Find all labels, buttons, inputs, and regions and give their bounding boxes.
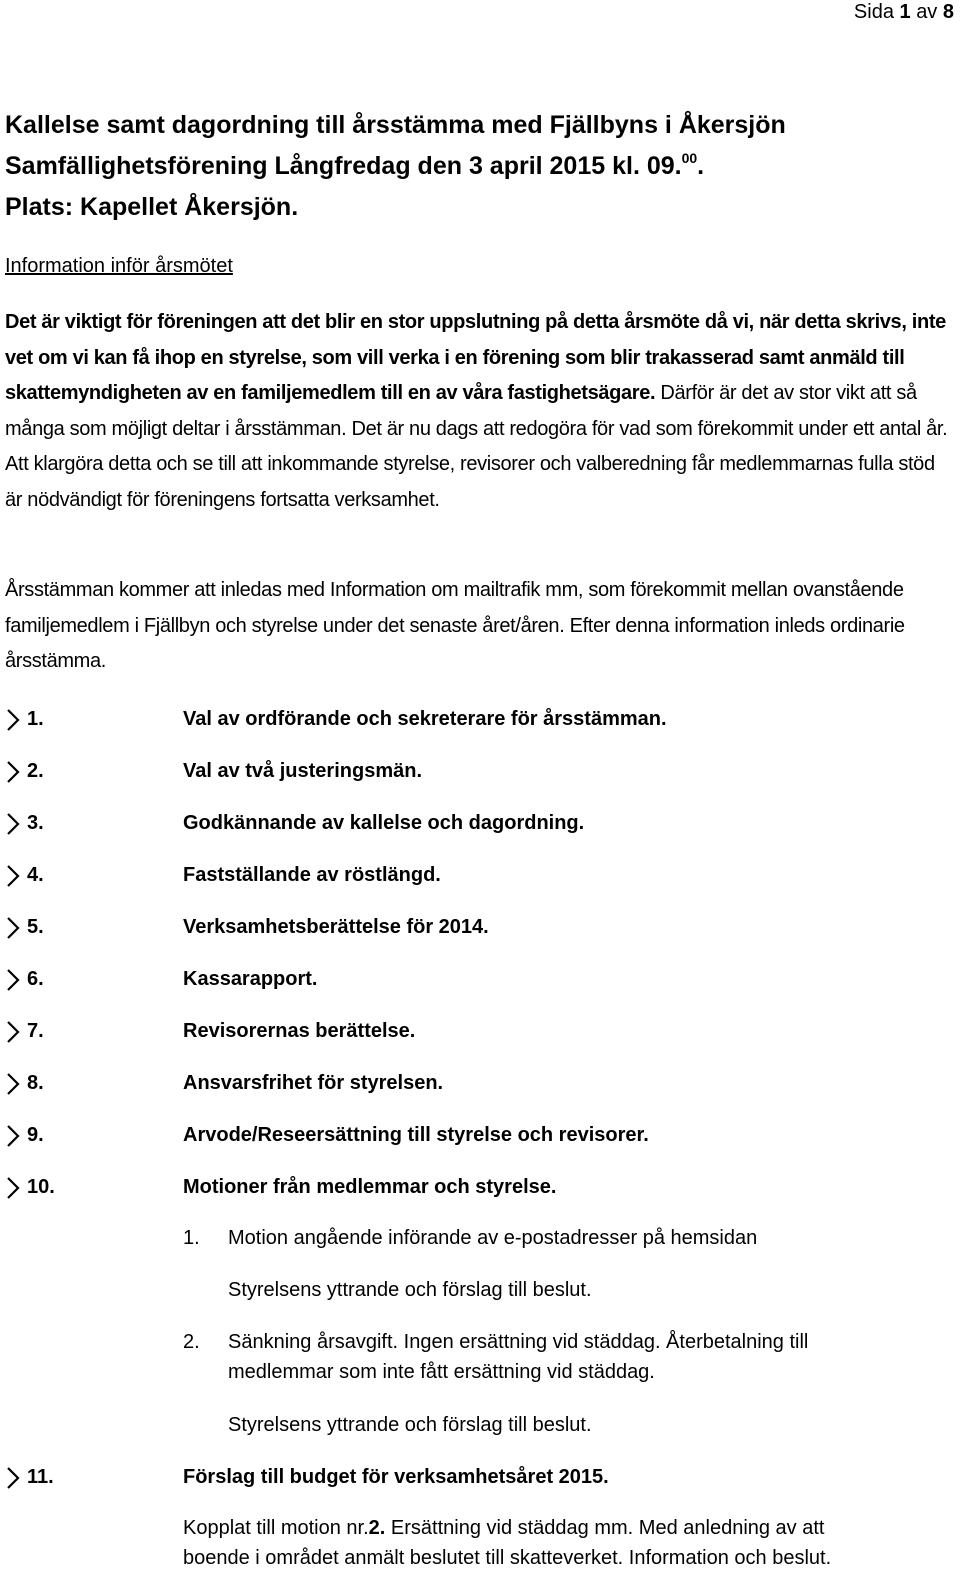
info-heading: Information inför årsmötet [5, 255, 233, 277]
agenda-item-text: Revisorernas berättelse. [183, 1020, 416, 1042]
title-line-3: Plats: Kapellet Åkersjön. [5, 193, 299, 221]
agenda-item-number: 7. [27, 1020, 44, 1042]
agenda-item-text: Val av ordförande och sekreterare för årsstämman. [183, 708, 667, 730]
title-line-1: Kallelse samt dagordning till årsstämma med Fjällbyns i Åkersjön [5, 111, 786, 139]
motion-2-response: Styrelsens yttrande och förslag till beslut. [228, 1414, 592, 1436]
title-line-2: Samfällighetsförening Långfredag den 3 april 2015 kl. 09.00. [5, 150, 705, 180]
motion-1-response: Styrelsens yttrande och förslag till beslut. [228, 1279, 592, 1301]
opening-paragraph: Årsstämman kommer att inledas med Information om mailtrafik mm, som förekommit mellan ovanstående familjemedlem i Fjällbyn och styrelse under det senaste året/åren. Efter denna information inleds ordinarie årsstämma. [5, 579, 905, 672]
agenda-item-number: 10. [27, 1176, 55, 1198]
document-title [5, 105, 945, 228]
agenda-item-number: 8. [27, 1072, 44, 1094]
agenda-item-number: 2. [27, 760, 44, 782]
agenda-item-number: 6. [27, 968, 44, 990]
agenda-item-text: Förslag till budget för verksamhetsåret 2015. [183, 1466, 609, 1488]
motion-1-number: 1. [183, 1227, 200, 1249]
agenda-item-text: Verksamhetsberättelse för 2014. [183, 916, 489, 938]
page-number: Sida 1 av 8 [853, 1, 954, 23]
budget-note-line-1: Kopplat till motion nr.2. Ersättning vid städdag mm. Med anledning av att [183, 1517, 825, 1539]
agenda-item-text: Ansvarsfrihet för styrelsen. [183, 1072, 444, 1094]
agenda-item-text: Val av två justeringsmän. [183, 760, 422, 782]
agenda-item-number: 11. [27, 1466, 54, 1488]
agenda-item-number: 9. [27, 1124, 44, 1146]
agenda-item-number: 5. [27, 916, 44, 938]
agenda-item-number: 1. [27, 708, 44, 730]
motion-2-number: 2. [183, 1331, 200, 1353]
agenda-item-text: Fastställande av röstlängd. [183, 864, 441, 886]
motion-2-text-line-2: medlemmar som inte fått ersättning vid städdag. [228, 1361, 655, 1383]
motion-2-text-line-1: Sänkning årsavgift. Ingen ersättning vid städdag. Återbetalning till [228, 1331, 809, 1353]
agenda-item-text: Motioner från medlemmar och styrelse. [183, 1176, 557, 1198]
agenda-item-text: Kassarapport. [183, 968, 318, 990]
agenda-item-number: 4. [27, 864, 44, 886]
intro-paragraph: Det är viktigt för föreningen att det blir en stor uppslutning på detta årsmöte då vi, när detta skrivs, inte vet om vi kan få ihop en styrelse, som vill verka i en förening som blir trakasserad samt anmäld till skattemyndigheten av en familjemedlem till en av våra fastighetsägare. Därför är det av stor vikt att så många som möjligt deltar i årsstämman. Det är nu dags att redogöra för vad som förekommit under ett antal år. Att klargöra detta och se till att inkommande styrelse, revisorer och valberedning får medlemmarnas fulla stöd är nödvändigt för föreningens fortsatta verksamhet. [5, 311, 948, 511]
agenda-item-number: 3. [27, 812, 44, 834]
agenda-item-text: Godkännande av kallelse och dagordning. [183, 812, 585, 834]
motion-1-text: Motion angående införande av e-postadresser på hemsidan [228, 1227, 758, 1249]
budget-note-line-2: boende i området anmält beslutet till skatteverket. Information och beslut. [183, 1547, 832, 1569]
agenda-item-text: Arvode/Reseersättning till styrelse och revisorer. [183, 1124, 649, 1146]
